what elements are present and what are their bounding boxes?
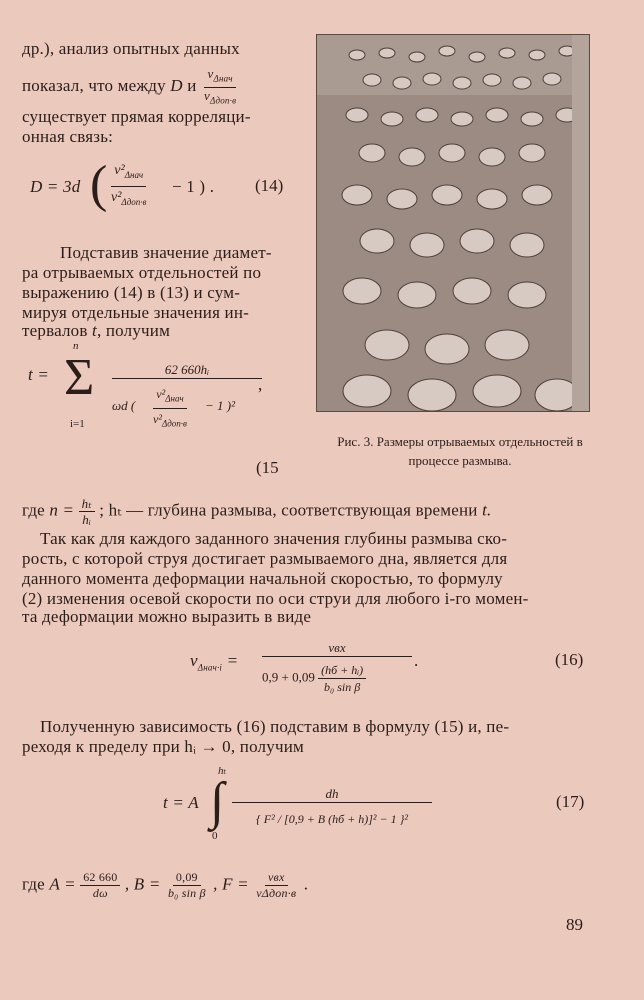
para2-line1: Подставив значение диамет- (60, 243, 272, 262)
eq15-comma: , (258, 375, 263, 394)
eq14-left: D = 3d (30, 177, 81, 196)
eq16-numerator: vвх (262, 640, 412, 657)
eq17-number: (17) (556, 792, 585, 811)
figure-photo (316, 34, 590, 412)
eq14-paren-open: ( (90, 156, 108, 213)
eq17-upper-limit: hₜ (218, 765, 227, 777)
para1-line1: др.), анализ опытных данных (22, 39, 240, 58)
para4-line5: та деформации можно выразить в виде (22, 607, 312, 626)
para4-line4: (2) изменения осевой скорости по оси струи для любого i-го момен- (22, 589, 529, 608)
para4-line1: Так как для каждого заданного значения глубины размыва ско- (40, 529, 508, 548)
eq16-denominator: 0,9 + 0,09 $\frac{\text{(hб + hᵢ)}}{\text{b₀ sin β}}$ (262, 662, 366, 695)
photo-pebbles-image (317, 35, 589, 411)
figure-caption: Рис. 3. Размеры отрываемых отдельностей в процессе размыва. (337, 434, 583, 468)
eq15-numerator: 62 660hᵢ (112, 362, 262, 379)
eq14-tail: − 1 ) . (172, 177, 215, 196)
para2-line2: ра отрываемых отдельностей по (22, 263, 262, 282)
eq15-sum-sign: Σ (64, 349, 95, 406)
eq17-numerator: dh (232, 786, 432, 803)
para2-line3: выражению (14) в (13) и сум- (22, 283, 241, 302)
eq15-number: (15 (256, 458, 279, 477)
page-number: 89 (566, 915, 583, 934)
para4-line2: рость, с которой струя достигает размываемого дна, является для (22, 549, 508, 568)
para2-line5: тервалов t, получим (22, 321, 171, 340)
para3-line1: где n = $\frac{\text{hₜ}}{\text{hᵢ}}$ ; hₜ — глубина размыва, соответствующая времени t. (22, 496, 492, 527)
para1-line3: существует прямая корреляци- (22, 107, 251, 126)
para5-line2: реходя к пределу при hᵢ → 0, получим (22, 737, 304, 756)
eq17-lower-limit: 0 (212, 830, 218, 842)
eq14-number: (14) (255, 176, 284, 195)
eq14-fraction: $v^2_{\Delta нач}$ $v^2_{\Delta доп\cdot в}$ (108, 160, 149, 213)
eq16-left: $v_{\Delta нач\cdot i}$ = (190, 651, 239, 673)
eq15-den-pre: ωd ( (112, 398, 136, 413)
eq16-dot: . (414, 651, 419, 670)
para4-line3: данного момента деформации начальной скоростью, то формулу (22, 569, 503, 588)
para6-line1: где A = $\frac{62 660}{d\omega}$ , B = $\frac{0,09}{\text{b₀ sin β}}$ , F = $\frac{\text{vвх}}{\text{vΔдоп·в}}$ . (22, 870, 309, 900)
eq17-integral-sign: ∫ (210, 773, 225, 830)
para1-line2: показал, что между D и $\frac{v_{\Delta нач}}{v_{\Delta доп\cdot в}}$ (22, 66, 237, 106)
eq15-inner-fraction: $v^2_{\Delta нач}$ $v^2_{\Delta доп\cdot в}$ (150, 384, 190, 434)
eq16-number: (16) (555, 650, 584, 669)
para2-line4: мируя отдельные значения ин- (22, 303, 249, 322)
para1-line4: онная связь: (22, 127, 114, 146)
eq15-upper-limit: n (73, 340, 79, 352)
para5-line1: Полученную зависимость (16) подставим в формулу (15) и, пе- (40, 717, 510, 736)
eq15-lower-limit: i=1 (70, 418, 85, 430)
eq17-left: t = A (163, 793, 199, 812)
eq15-left: t = (28, 365, 50, 384)
eq17-denominator: { F² / [0,9 + B (hб + h)]² − 1 }² (255, 812, 409, 826)
eq15-den-post: − 1 )² (205, 398, 235, 413)
